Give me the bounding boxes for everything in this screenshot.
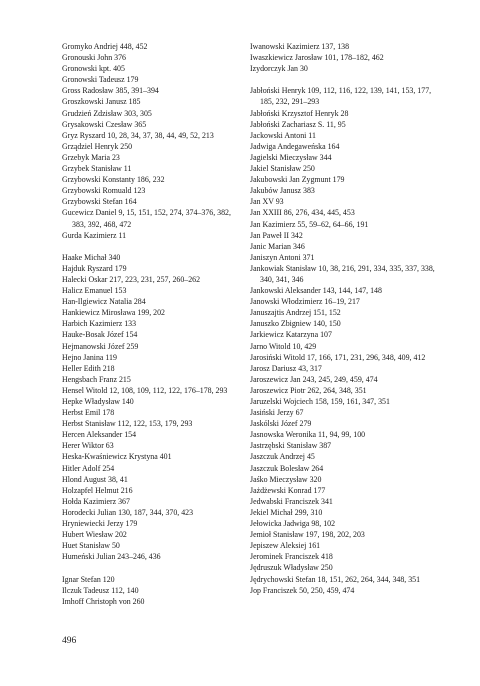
index-entry: Hubert Wiesław 202 [62,530,127,540]
index-entry: Grzybowski Konstanty 186, 232 [62,175,165,185]
index-entry: Jaszczuk Andrzej 45 [250,452,315,462]
index-entry: Jemioł Stanisław 197, 198, 202, 203 [250,530,365,540]
index-entry: Janowski Włodzimierz 16–19, 217 [250,297,360,307]
index-entry: Haake Michał 340 [62,252,121,262]
index-entry: Halecki Oskar 217, 223, 231, 257, 260–262 [62,274,201,284]
index-entry: Imhoff Christoph von 260 [62,596,145,606]
index-entry: Hajduk Ryszard 179 [62,263,127,273]
section-gap [62,241,234,252]
index-entry: Grzybek Stanisław 11 [62,164,132,174]
section-gap [250,74,440,85]
index-entry: Holzapfel Helmut 216 [62,485,133,495]
index-entry: Jakubów Janusz 383 [250,186,315,196]
index-entry: Jakubowski Jan Zygmunt 179 [250,175,345,185]
index-entry: Gronowski kpt. 405 [62,64,125,74]
index-entry: Hepke Władysław 140 [62,397,134,406]
index-entry: Jaruzelski Wojciech 158, 159, 161, 347, 351 [250,397,390,406]
index-entry: Jagielski Mieczysław 344 [250,152,332,162]
index-entry: Gurda Kazimierz 11 [62,230,127,240]
index-entry: Grudzień Zdzisław 303, 305 [62,108,152,118]
index-entry: Jarosiński Witold 17, 166, 171, 231, 296, 348, 409, 412 [250,352,426,362]
index-entry: Hitler Adolf 254 [62,463,115,473]
index-entry: Jarosz Dariusz 43, 317 [250,363,322,373]
index-entry: Jasnowska Weronika 11, 94, 99, 100 [250,430,366,440]
index-entry: Iwaszkiewicz Jarosław 101, 178–182, 462 [250,53,384,63]
index-entry: Hankiewicz Mirosława 199, 202 [62,308,165,318]
index-entry: Jarno Witold 10, 429 [250,341,317,351]
index-entry: Heska-Kwaśniewicz Krystyna 401 [62,452,172,462]
index-entry: Jaroszewicz Jan 243, 245, 249, 459, 474 [250,374,378,384]
index-entry: Hejno Janina 119 [62,352,117,362]
index-entry: Jan Kazimierz 55, 59–62, 64–66, 191 [250,219,369,229]
index-entry: Jabłoński Krzysztof Henryk 28 [250,108,349,118]
index-entry: Herbst Stanisław 112, 122, 153, 179, 293 [62,419,193,429]
index-entry: Hołda Kazimierz 367 [62,496,130,506]
index-entry: Horodecki Julian 130, 187, 344, 370, 423 [62,507,194,517]
index-entry: Hercen Aleksander 154 [62,430,137,440]
index-entry: Harbich Kazimierz 133 [62,319,137,329]
index-entry: Jaskólski Józef 279 [250,419,312,429]
index-entry: Huet Stanisław 50 [62,541,120,551]
index-entry: Halicz Emanuel 153 [62,286,127,296]
index-entry: Jarkiewicz Katarzyna 107 [250,330,332,340]
index-entry: Jażdżewski Konrad 177 [250,485,326,495]
index-entry: Jan Paweł II 342 [250,230,303,240]
index-entry: Jankowski Aleksander 143, 144, 147, 148 [250,286,382,296]
index-entry: Jop Franciszek 50, 250, 459, 474 [250,585,355,595]
index-entry: Jędrychowski Stefan 18, 151, 262, 264, 344, 348, 351 [250,574,421,584]
index-entry: Jedwabski Franciszek 341 [250,496,333,506]
index-entry: Izydorczyk Jan 30 [250,64,308,74]
page-number: 496 [62,636,77,646]
index-entry: Gronowski Tadeusz 179 [62,75,139,85]
index-entry: Hauke-Bosak Józef 154 [62,330,138,340]
index-entry: Han-Ilgiewicz Natalia 284 [62,297,146,307]
index-entry: Januszko Zbigniew 140, 150 [250,319,341,329]
index-entry: Jaśko Mieczysław 320 [250,474,322,484]
index-entry: Jastrzębski Stanisław 387 [250,441,332,451]
index-entry: Ilczuk Tadeusz 112, 140 [62,585,139,595]
index-entry: Humeński Julian 243–246, 436 [62,552,161,562]
index-entry: Jackowski Antoni 11 [250,130,316,140]
index-entry: Jędruszuk Władysław 250 [250,563,333,573]
index-entry: Herer Wiktor 63 [62,441,114,451]
index-entry: Jerominek Franciszek 418 [250,552,333,562]
index-column-left [62,41,234,607]
index-entry: Jadwiga Andegaweńska 164 [250,141,340,151]
index-entry: Jan XXIII 86, 276, 434, 445, 453 [250,208,355,218]
index-entry: Heller Edith 218 [62,363,115,373]
index-entry: Grzybowski Romuald 123 [62,186,146,196]
index-entry: Gryz Ryszard 10, 28, 34, 37, 38, 44, 49, 52, 213 [62,130,214,140]
index-entry: Jekiel Michał 299, 310 [250,507,323,517]
index-entry: Hlond August 38, 41 [62,474,128,484]
index-entry: Janiszyn Antoni 371 [250,252,315,262]
index-entry: Jabłoński Zachariasz S. 11, 95 [250,119,346,129]
index-entry: Jan XV 93 [250,197,284,207]
index-column-right [250,41,440,596]
index-entry: Jabłoński Henryk 109, 112, 116, 122, 139, 141, 153, 177, 185, 232, 291–293 [250,86,432,107]
index-entry: Jakiel Stanisław 250 [250,164,315,174]
index-entry: Jepiszew Aleksiej 161 [250,541,321,551]
index-entry: Hryniewiecki Jerzy 179 [62,519,138,529]
index-entry: Grysakowski Czesław 365 [62,119,147,129]
index-entry: Groszkowski Janusz 185 [62,97,141,107]
index-entry: Januszajtis Andrzej 151, 152 [250,308,341,318]
index-entry: Hengsbach Franz 215 [62,374,131,384]
index-entry: Gross Radosław 385, 391–394 [62,86,159,96]
section-gap [62,562,234,573]
index-entry: Gucewicz Daniel 9, 15, 151, 152, 274, 374–376, 382, 383, 392, 468, 472 [62,208,231,229]
index-entry: Jankowiak Stanisław 10, 38, 216, 291, 334, 335, 337, 338, 340, 341, 346 [250,263,435,284]
index-entry: Jełowicka Jadwiga 98, 102 [250,519,336,529]
index-entry: Herbst Emil 178 [62,408,115,418]
index-entry: Gronouski John 376 [62,53,127,63]
index-entry: Hejmanowski Józef 259 [62,341,139,351]
index-entry: Janic Marian 346 [250,241,305,251]
index-entry: Grzybowski Stefan 164 [62,197,137,207]
index-entry: Jasiński Jerzy 67 [250,408,304,418]
index-entry: Grzebyk Maria 23 [62,152,120,162]
index-entry: Hensel Witold 12, 108, 109, 112, 122, 176–178, 293 [62,385,228,395]
index-entry: Iwanowski Kazimierz 137, 138 [250,42,350,51]
index-entry: Ignar Stefan 120 [62,574,115,584]
index-entry: Jaszczuk Bolesław 264 [250,463,324,473]
index-entry: Gromyko Andriej 448, 452 [62,42,148,51]
index-entry: Jaroszewicz Piotr 262, 264, 348, 351 [250,385,367,395]
index-entry: Grządziel Henryk 250 [62,141,133,151]
